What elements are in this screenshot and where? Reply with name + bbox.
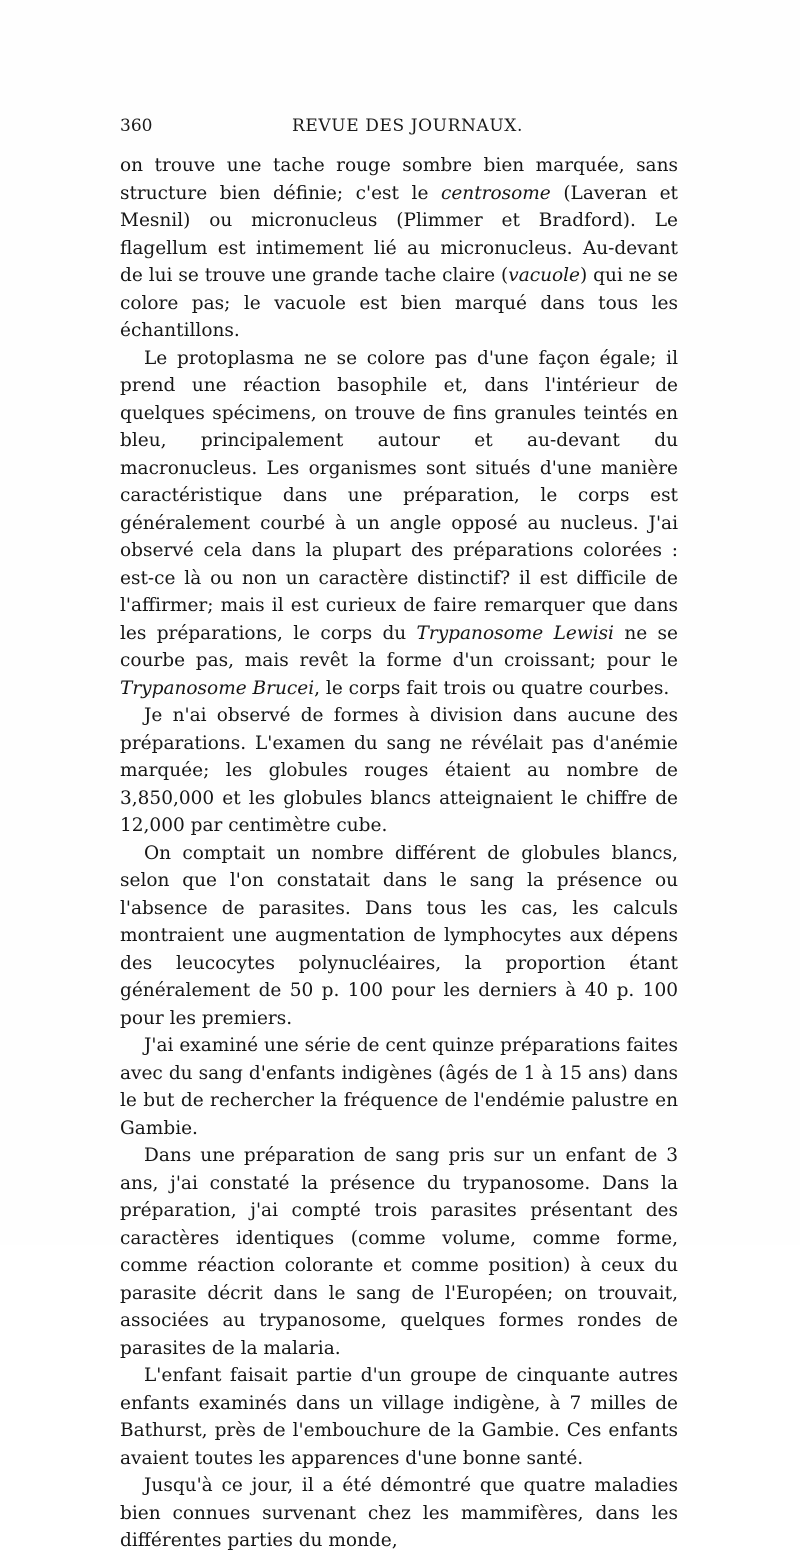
italic-term: centrosome bbox=[440, 182, 551, 204]
paragraph-5 bbox=[120, 1032, 678, 1142]
text-span: (Laveran et Mesnil) ou micronucleus (Plimmer et Bradford). Le flagellum est intimement lié au micronucleus. Au-devant de lui se trouve une grande tache claire ( bbox=[120, 182, 678, 286]
text-span: , le corps fait trois ou quatre courbes. bbox=[314, 677, 670, 699]
paragraph-6 bbox=[120, 1142, 678, 1362]
page-header bbox=[120, 116, 680, 140]
paragraph-1 bbox=[120, 152, 678, 345]
italic-term: Trypanosome Brucei bbox=[120, 677, 315, 699]
page-number: 360 bbox=[120, 116, 153, 136]
paragraph-8 bbox=[120, 1472, 678, 1555]
text-span: ne se courbe pas, mais revêt la forme d'un croissant; pour le bbox=[120, 622, 678, 671]
running-title: REVUE DES JOURNAUX. bbox=[292, 116, 523, 136]
text-span: On comptait un nombre différent de globules blancs, selon que l'on constatait dans le sang la présence ou l'absence de parasites. Dans tous les cas, les calculs montraient une augmentation de lymphocytes aux dépens des leucocytes polynucléaires, la proportion étant généralement de 50 p. 100 pour les derniers à 40 p. 100 pour les premiers. bbox=[120, 842, 678, 1029]
paragraph-4 bbox=[120, 840, 678, 1033]
text-span: L'enfant faisait partie d'un groupe de cinquante autres enfants examinés dans un village indigène, à 7 milles de Bathurst, près de l'embouchure de la Gambie. Ces enfants avaient toutes les apparences d'une bonne santé. bbox=[120, 1365, 678, 1469]
italic-term: Trypanosome Lewisi bbox=[416, 622, 614, 644]
text-span: on trouve une tache rouge sombre bien marquée, sans structure bien définie; c'est le bbox=[120, 155, 678, 204]
body-text bbox=[120, 152, 678, 1555]
text-span: Jusqu'à ce jour, il a été démontré que quatre maladies bien connues survenant chez les mammifères, dans les différentes parties du monde, bbox=[120, 1475, 678, 1551]
paragraph-2 bbox=[120, 345, 678, 703]
text-span: J'ai examiné une série de cent quinze préparations faites avec du sang d'enfants indigènes (âgés de 1 à 15 ans) dans le but de rechercher la fréquence de l'endémie palustre en Gambie. bbox=[120, 1035, 678, 1139]
text-span: Dans une préparation de sang pris sur un enfant de 3 ans, j'ai constaté la présence du trypanosome. Dans la préparation, j'ai compté trois parasites présentant des caractères identiques (comme volume, comme forme, comme réaction colorante et comme position) à ceux du parasite décrit dans le sang de l'Européen; on trouvait, associées au trypanosome, quelques formes rondes de parasites de la malaria. bbox=[120, 1145, 678, 1359]
text-span: ) qui ne se colore pas; le vacuole est bien marqué dans tous les échantillons. bbox=[120, 265, 678, 341]
text-span: Le protoplasma ne se colore pas d'une façon égale; il prend une réaction basophile et, dans l'intérieur de quelques spécimens, on trouve de fins granules teintés en bleu, principalement autour et au-devant du macronucleus. Les organismes sont situés d'une manière caractéristique dans une préparation, le corps est généralement courbé à un angle opposé au nucleus. J'ai observé cela dans la plupart des préparations colorées : est-ce là ou non un caractère distinctif? il est difficile de l'affirmer; mais il est curieux de faire remarquer que dans les préparations, le corps du bbox=[120, 347, 678, 644]
text-span: Je n'ai observé de formes à division dans aucune des préparations. L'examen du sang ne révélait pas d'anémie marquée; les globules rouges étaient au nombre de 3,850,000 et les globules blancs atteignaient le chiffre de 12,000 par centimètre cube. bbox=[120, 705, 678, 836]
paragraph-7 bbox=[120, 1362, 678, 1472]
paragraph-3 bbox=[120, 702, 678, 840]
italic-term: vacuole bbox=[508, 265, 581, 286]
